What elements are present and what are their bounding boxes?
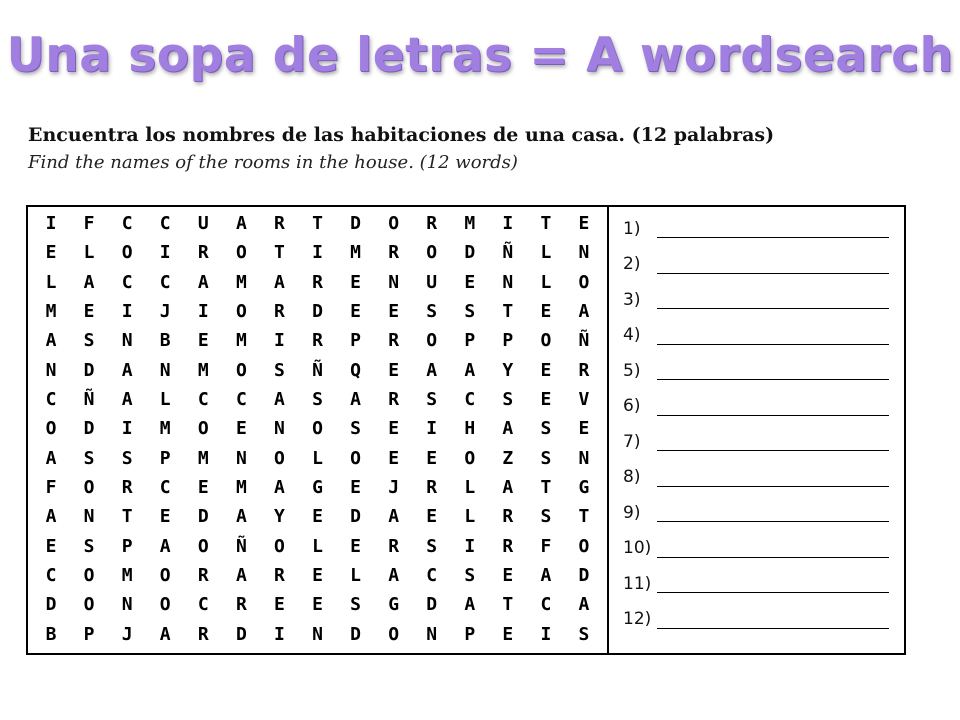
grid-letter[interactable]: R [388, 535, 400, 557]
grid-letter[interactable]: N [121, 330, 133, 352]
grid-letter[interactable]: A [235, 506, 247, 528]
grid-letter[interactable]: Ñ [502, 242, 514, 264]
grid-letter[interactable]: S [426, 535, 438, 557]
grid-letter[interactable]: A [502, 418, 514, 440]
grid-letter[interactable]: Z [502, 447, 514, 469]
grid-letter[interactable]: A [578, 594, 590, 616]
grid-letter[interactable]: P [464, 623, 476, 645]
grid-letter[interactable]: E [426, 447, 438, 469]
answer-line [623, 282, 904, 318]
grid-letter[interactable]: O [121, 242, 133, 264]
grid-letter[interactable]: D [578, 565, 590, 587]
grid-letter[interactable]: M [464, 213, 476, 235]
grid-letter[interactable]: T [274, 242, 285, 264]
grid-letter[interactable]: E [350, 271, 361, 293]
grid-letter[interactable]: E [350, 301, 361, 323]
grid-letter[interactable]: C [197, 389, 209, 411]
grid-letter[interactable]: O [426, 242, 438, 264]
grid-letter[interactable]: E [312, 594, 323, 616]
grid-letter[interactable]: R [388, 242, 400, 264]
grid-letter[interactable]: P [159, 447, 171, 469]
grid-letter[interactable]: L [159, 389, 171, 411]
grid-letter[interactable]: C [159, 271, 171, 293]
grid-letter[interactable]: A [388, 565, 400, 587]
grid-letter[interactable]: A [464, 594, 476, 616]
instructions-english: Find the names of the rooms in the house. (12 words) [28, 152, 518, 173]
grid-letter[interactable]: O [197, 418, 209, 440]
grid-letter[interactable]: F [45, 477, 57, 499]
answer-line [623, 531, 904, 567]
answer-blank[interactable] [657, 432, 889, 451]
grid-letter[interactable]: O [578, 535, 590, 557]
grid-letter[interactable]: C [197, 594, 209, 616]
grid-letter[interactable]: L [464, 477, 476, 499]
grid-letter[interactable]: S [83, 330, 95, 352]
answer-number: 9) [623, 502, 641, 523]
grid-letter[interactable]: Q [350, 359, 361, 381]
grid-letter[interactable]: R [197, 623, 209, 645]
grid-letter[interactable]: M [235, 330, 247, 352]
grid-letter[interactable]: S [502, 389, 514, 411]
grid-letter[interactable]: D [235, 623, 247, 645]
grid-letter[interactable]: E [578, 418, 590, 440]
grid-letter[interactable]: R [426, 477, 438, 499]
grid-letter[interactable]: I [45, 213, 57, 235]
grid-letter[interactable]: M [197, 447, 209, 469]
answer-line [623, 211, 904, 247]
grid-letter[interactable]: E [45, 242, 57, 264]
answer-line [623, 247, 904, 283]
answer-blank[interactable] [657, 503, 889, 522]
grid-letter[interactable]: S [540, 506, 552, 528]
grid-letter[interactable]: C [464, 389, 476, 411]
grid-letter[interactable]: R [578, 359, 590, 381]
grid-letter[interactable]: N [83, 506, 95, 528]
grid-letter[interactable]: O [274, 535, 285, 557]
grid-letter[interactable]: C [159, 477, 171, 499]
grid-letter[interactable]: R [388, 330, 400, 352]
grid-letter[interactable]: O [350, 447, 361, 469]
grid-letter[interactable]: L [540, 242, 552, 264]
grid-letter[interactable]: M [350, 242, 361, 264]
grid-letter[interactable]: Ñ [578, 330, 590, 352]
grid-letter[interactable]: O [312, 418, 323, 440]
grid-letter[interactable]: S [274, 359, 285, 381]
grid-letter[interactable]: U [197, 213, 209, 235]
grid-letter[interactable]: E [388, 301, 400, 323]
grid-letter[interactable]: O [578, 271, 590, 293]
instructions-spanish: Encuentra los nombres de las habitaciones de una casa. (12 palabras) [28, 124, 775, 146]
grid-letter[interactable]: T [121, 506, 133, 528]
grid-letter[interactable]: P [502, 330, 514, 352]
grid-letter[interactable]: O [159, 565, 171, 587]
grid-letter[interactable]: C [45, 389, 57, 411]
grid-letter[interactable]: E [312, 565, 323, 587]
grid-letter[interactable]: I [121, 301, 133, 323]
grid-letter[interactable]: A [121, 389, 133, 411]
grid-letter[interactable]: P [464, 330, 476, 352]
grid-letter[interactable]: O [83, 477, 95, 499]
answer-number: 4) [623, 325, 641, 346]
grid-letter[interactable]: A [45, 506, 57, 528]
grid-letter[interactable]: E [540, 359, 552, 381]
answer-blank[interactable] [657, 468, 889, 487]
grid-letter[interactable]: O [274, 447, 285, 469]
grid-letter[interactable]: D [350, 506, 361, 528]
grid-letter[interactable]: E [578, 213, 590, 235]
grid-letter[interactable]: J [388, 477, 400, 499]
grid-letter[interactable]: R [235, 594, 247, 616]
grid-letter[interactable]: S [121, 447, 133, 469]
answer-number: 5) [623, 360, 641, 381]
grid-letter[interactable]: D [350, 213, 361, 235]
grid-letter[interactable]: A [235, 565, 247, 587]
grid-letter[interactable]: I [464, 535, 476, 557]
grid-letter[interactable]: E [235, 418, 247, 440]
grid-letter[interactable]: A [197, 271, 209, 293]
grid-letter[interactable]: L [350, 565, 361, 587]
answer-line [623, 353, 904, 389]
grid-letter[interactable]: C [159, 213, 171, 235]
wordsearch-grid [26, 205, 608, 655]
grid-letter[interactable]: A [121, 359, 133, 381]
grid-letter[interactable]: O [45, 418, 57, 440]
grid-letter[interactable]: O [83, 565, 95, 587]
grid-letter[interactable]: A [274, 477, 285, 499]
grid-letter[interactable]: C [121, 213, 133, 235]
grid-letter[interactable]: F [83, 213, 95, 235]
grid-letter[interactable]: D [426, 594, 438, 616]
grid-letter[interactable]: U [426, 271, 438, 293]
answer-number: 8) [623, 467, 641, 488]
grid-letter[interactable]: P [83, 623, 95, 645]
grid-letter[interactable]: D [83, 359, 95, 381]
grid-letter[interactable]: R [312, 271, 323, 293]
grid-letter[interactable]: F [540, 535, 552, 557]
grid-letter[interactable]: N [312, 623, 323, 645]
answer-line [623, 389, 904, 425]
grid-letter[interactable]: D [83, 418, 95, 440]
grid-letter[interactable]: E [312, 506, 323, 528]
grid-letter[interactable]: O [235, 242, 247, 264]
grid-letter[interactable]: T [578, 506, 590, 528]
grid-letter[interactable]: E [388, 418, 400, 440]
grid-letter[interactable]: S [578, 623, 590, 645]
answer-line [623, 495, 904, 531]
answer-number: 2) [623, 254, 641, 275]
answer-blank[interactable] [657, 610, 889, 629]
answer-line [623, 602, 904, 638]
grid-letter[interactable]: E [159, 506, 171, 528]
grid-letter[interactable]: C [121, 271, 133, 293]
grid-letter[interactable]: I [540, 623, 552, 645]
grid-letter[interactable]: M [121, 565, 133, 587]
grid-letter[interactable]: S [83, 535, 95, 557]
grid-letter[interactable]: N [502, 271, 514, 293]
grid-letter[interactable]: S [350, 594, 361, 616]
grid-letter[interactable]: N [426, 623, 438, 645]
grid-letter[interactable]: E [426, 506, 438, 528]
grid-letter[interactable]: A [159, 623, 171, 645]
grid-letter[interactable]: M [159, 418, 171, 440]
grid-letter[interactable]: O [388, 623, 400, 645]
answer-blank[interactable] [657, 539, 889, 558]
grid-letter[interactable]: O [540, 330, 552, 352]
grid-letter[interactable]: A [578, 301, 590, 323]
answer-blank[interactable] [657, 574, 889, 593]
grid-letter[interactable]: I [274, 623, 285, 645]
grid-letter[interactable]: E [274, 594, 285, 616]
answer-line [623, 424, 904, 460]
grid-letter[interactable]: A [464, 359, 476, 381]
grid-letter[interactable]: E [197, 330, 209, 352]
grid-letter[interactable]: D [312, 301, 323, 323]
grid-letter[interactable]: Ñ [83, 389, 95, 411]
grid-letter[interactable]: C [45, 565, 57, 587]
grid-letter[interactable]: R [274, 565, 285, 587]
answer-line [623, 318, 904, 354]
grid-letter[interactable]: R [197, 565, 209, 587]
grid-letter[interactable]: D [350, 623, 361, 645]
grid-letter[interactable]: J [159, 301, 171, 323]
grid-letter[interactable]: A [350, 389, 361, 411]
grid-letter[interactable]: N [45, 359, 57, 381]
grid-letter[interactable]: M [235, 477, 247, 499]
grid-letter[interactable]: D [197, 506, 209, 528]
answer-blank[interactable] [657, 397, 889, 416]
answer-line [623, 460, 904, 496]
grid-letter[interactable]: N [121, 594, 133, 616]
grid-letter[interactable]: G [578, 477, 590, 499]
grid-letter[interactable]: Y [502, 359, 514, 381]
answer-number: 7) [623, 431, 641, 452]
grid-letter[interactable]: L [464, 506, 476, 528]
grid-letter[interactable]: P [350, 330, 361, 352]
grid-letter[interactable]: A [235, 213, 247, 235]
grid-letter[interactable]: C [540, 594, 552, 616]
grid-letter[interactable]: E [540, 389, 552, 411]
grid-letter[interactable]: S [426, 301, 438, 323]
grid-letter[interactable]: J [121, 623, 133, 645]
grid-letter[interactable]: T [312, 213, 323, 235]
grid-letter[interactable]: D [464, 242, 476, 264]
grid-letter[interactable]: S [540, 447, 552, 469]
grid-letter[interactable]: E [540, 301, 552, 323]
grid-letter[interactable]: O [464, 447, 476, 469]
grid-letter[interactable]: A [274, 271, 285, 293]
grid-letter[interactable]: N [578, 447, 590, 469]
grid-letter[interactable]: A [83, 271, 95, 293]
grid-letter[interactable]: A [502, 477, 514, 499]
grid-letter[interactable]: C [235, 389, 247, 411]
grid-letter[interactable]: E [464, 271, 476, 293]
grid-letter[interactable]: I [312, 242, 323, 264]
grid-letter[interactable]: N [159, 359, 171, 381]
grid-letter[interactable]: H [464, 418, 476, 440]
grid-letter[interactable]: E [388, 359, 400, 381]
grid-letter[interactable]: R [274, 213, 285, 235]
grid-letter[interactable]: Ñ [312, 359, 323, 381]
answer-number: 12) [623, 609, 652, 630]
grid-letter[interactable]: O [426, 330, 438, 352]
grid-letter[interactable]: E [83, 301, 95, 323]
grid-letter[interactable]: T [540, 477, 552, 499]
grid-letter[interactable]: B [45, 623, 57, 645]
grid-letter[interactable]: S [312, 389, 323, 411]
grid-letter[interactable]: O [197, 535, 209, 557]
answer-number: 11) [623, 573, 652, 594]
grid-letter[interactable]: A [540, 565, 552, 587]
grid-letter[interactable]: E [45, 535, 57, 557]
grid-letter[interactable]: N [388, 271, 400, 293]
slide-title: Una sopa de letras = A wordsearch [6, 28, 954, 83]
answer-line [623, 566, 904, 602]
grid-letter[interactable]: R [502, 535, 514, 557]
grid-letter[interactable]: O [235, 301, 247, 323]
grid-letter[interactable]: A [388, 506, 400, 528]
grid-letter[interactable]: O [83, 594, 95, 616]
grid-letter[interactable]: N [235, 447, 247, 469]
grid-letter[interactable]: I [159, 242, 171, 264]
grid-letter[interactable]: C [426, 565, 438, 587]
answer-blank[interactable] [657, 219, 889, 238]
grid-letter[interactable]: A [274, 389, 285, 411]
answer-list [608, 205, 906, 655]
grid-letter[interactable]: I [502, 213, 514, 235]
grid-letter[interactable]: A [159, 535, 171, 557]
answer-blank[interactable] [657, 290, 889, 309]
grid-letter[interactable]: L [83, 242, 95, 264]
grid-letter[interactable]: R [274, 301, 285, 323]
grid-letter[interactable]: M [235, 271, 247, 293]
grid-letter[interactable]: P [121, 535, 133, 557]
grid-letter[interactable]: I [197, 301, 209, 323]
grid-letter[interactable]: T [502, 301, 514, 323]
grid-letter[interactable]: D [45, 594, 57, 616]
grid-letter[interactable]: S [540, 418, 552, 440]
grid-letter[interactable]: R [312, 330, 323, 352]
grid-letter[interactable]: Y [274, 506, 285, 528]
grid-letter[interactable]: I [274, 330, 285, 352]
grid-letter[interactable]: S [464, 301, 476, 323]
grid-letter[interactable]: O [235, 359, 247, 381]
grid-letter[interactable]: B [159, 330, 171, 352]
grid-letter[interactable]: N [578, 242, 590, 264]
grid-letter[interactable]: E [197, 477, 209, 499]
grid-letter[interactable]: M [45, 301, 57, 323]
grid-letter[interactable]: Ñ [235, 535, 247, 557]
grid-letter[interactable]: E [502, 565, 514, 587]
grid-letter[interactable]: R [121, 477, 133, 499]
answer-number: 1) [623, 218, 641, 239]
grid-letter[interactable]: E [350, 477, 361, 499]
grid-letter[interactable]: M [197, 359, 209, 381]
grid-letter[interactable]: A [45, 330, 57, 352]
grid-letter[interactable]: S [426, 389, 438, 411]
answer-blank[interactable] [657, 361, 889, 380]
grid-letter[interactable]: N [274, 418, 285, 440]
grid-letter[interactable]: L [312, 535, 323, 557]
grid-letter[interactable]: L [45, 271, 57, 293]
grid-letter[interactable]: E [350, 535, 361, 557]
grid-letter[interactable]: S [464, 565, 476, 587]
grid-letter[interactable]: L [540, 271, 552, 293]
grid-letter[interactable]: E [388, 447, 400, 469]
grid-letter[interactable]: O [388, 213, 400, 235]
grid-letter[interactable]: O [159, 594, 171, 616]
grid-letter[interactable]: R [197, 242, 209, 264]
grid-letter[interactable]: E [502, 623, 514, 645]
grid-letter[interactable]: I [426, 418, 438, 440]
grid-letter[interactable]: A [426, 359, 438, 381]
answer-number: 3) [623, 289, 641, 310]
answer-blank[interactable] [657, 326, 889, 345]
grid-letter[interactable]: G [312, 477, 323, 499]
grid-letter[interactable]: I [121, 418, 133, 440]
grid-letter[interactable]: A [45, 447, 57, 469]
grid-letter[interactable]: V [578, 389, 590, 411]
grid-letter[interactable]: S [350, 418, 361, 440]
answer-blank[interactable] [657, 255, 889, 274]
grid-letter[interactable]: G [388, 594, 400, 616]
grid-letter[interactable]: T [502, 594, 514, 616]
grid-letter[interactable]: R [388, 389, 400, 411]
grid-letter[interactable]: L [312, 447, 323, 469]
grid-letter[interactable]: T [540, 213, 552, 235]
grid-letter[interactable]: S [83, 447, 95, 469]
answer-number: 10) [623, 538, 652, 559]
answer-number: 6) [623, 396, 641, 417]
grid-letter[interactable]: R [502, 506, 514, 528]
grid-letter[interactable]: R [426, 213, 438, 235]
